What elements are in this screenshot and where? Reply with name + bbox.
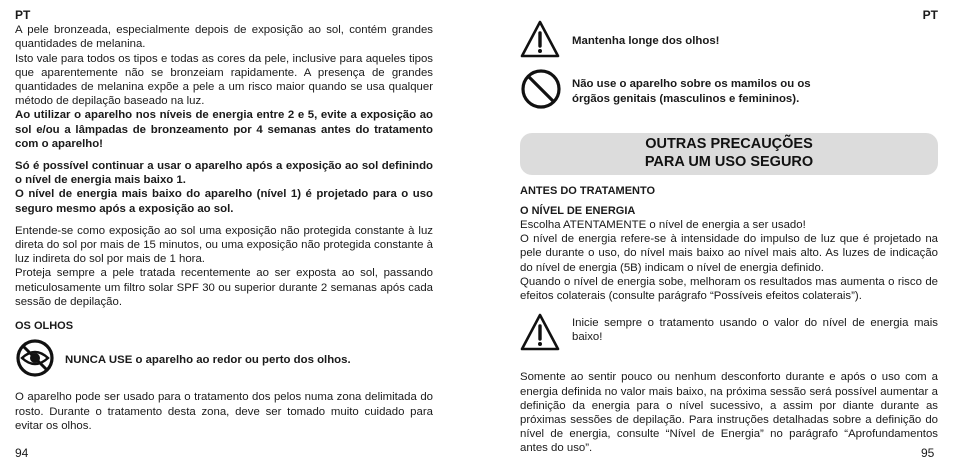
page-header-right: PT — [922, 8, 938, 22]
left-bold-paragraph-2: Só é possível continuar a usar o aparelho após a exposição ao sol definindo o nível de energia mais baixo 1. — [15, 160, 433, 187]
page-header-left: PT — [15, 8, 31, 22]
left-paragraph-2: Isto vale para todos os tipos e todas as cores da pele, inclusive para aqueles tipos que aparentemente não se bronzeiam rapidamente. A presença de grandes quantidades de melanina expõe a pele a um risco maior quando se usa qualquer método de depilação baseado na luz. — [15, 52, 433, 108]
left-page — [15, 8, 433, 433]
right-page — [520, 8, 938, 456]
section-title-energy-level: O NÍVEL DE ENERGIA — [520, 204, 636, 217]
warning-triangle-icon — [520, 312, 560, 356]
no-eye-icon — [15, 338, 57, 382]
eyes-section-title: OS OLHOS — [15, 320, 74, 333]
left-bold-paragraph-1: Ao utilizar o aparelho nos níveis de energia entre 2 e 5, evite a exposição ao sol e/ou a lâmpadas de bronzeamento por 4 semanas antes do tratamento com o aparelho! — [15, 109, 433, 150]
warning-triangle-icon — [520, 19, 560, 63]
eyes-warning-text: NUNCA USE o aparelho ao redor ou perto dos olhos. — [65, 354, 351, 367]
banner-title-line-1: OUTRAS PRECAUÇÕES — [645, 135, 813, 152]
warning-row-3 — [520, 312, 938, 356]
warning-row-1 — [520, 19, 938, 63]
banner-title-line-2: PARA UM USO SEGURO — [644, 153, 814, 170]
page-number-left: 94 — [15, 446, 29, 460]
left-paragraph-1: A pele bronzeada, especialmente depois de exposição ao sol, contém grandes quantidades de melanina. — [15, 24, 433, 51]
right-paragraph-1: Escolha ATENTAMENTE o nível de energia a ser usado! — [520, 219, 806, 232]
left-paragraph-3: Entende-se como exposição ao sol uma exposição não protegida constante à luz direta do sol por mais de 15 minutos, ou uma exposição não protegida constante à luz indireta do sol por mais de 1 hora. — [15, 224, 433, 266]
right-paragraph-4: Somente ao sentir pouco ou nenhum desconforto durante e após o uso com a energia definida no valor mais baixo, na próxima sessão será possível aumentar a definição da energia para o nível sucessivo, a assim por diante durante as próximas sessões de depilação. Para instruções detalhadas sobre a definição do nível de energia, consulte “Nível de Energia” no parágrafo “Aprofundamentos antes do uso”. — [520, 371, 938, 455]
section-banner — [520, 133, 938, 175]
left-paragraph-5: O aparelho pode ser usado para o tratamento dos pelos numa zona delimitada do rosto. Durante o tratamento desta zona, deve ser tomado muito cuidado para evitar os olhos. — [15, 391, 433, 432]
right-paragraph-2: O nível de energia refere-se à intensidade do impulso de luz que é projetado na pele durante o uso, do nível mais baixo ao nível mais alto. As luzes de indicação do nível de energia (5B) indicam o nível de energia definido. — [520, 233, 938, 274]
warning-text-1: Mantenha longe dos olhos! — [572, 35, 720, 48]
warning-text-3: Inicie sempre o tratamento usando o valor do nível de energia mais baixo! — [572, 317, 938, 344]
left-bold-paragraph-3: O nível de energia mais baixo do aparelho (nível 1) é projetado para o uso seguro mesmo após a exposição ao sol. — [15, 188, 433, 215]
warning-row-2 — [520, 68, 938, 114]
left-paragraph-4: Proteja sempre a pele tratada recentemente ao ser exposta ao sol, passando meticulosamente um filtro solar SPF 30 ou superior durante 2 semanas após cada sessão de depilação. — [15, 267, 433, 308]
right-paragraph-3: Quando o nível de energia sobe, melhoram os resultados mas aumenta o risco de efeitos colaterais (consulte parágrafo “Possíveis efeitos colaterais”). — [520, 275, 938, 303]
prohibition-icon — [520, 68, 562, 114]
section-title-before-treatment: ANTES DO TRATAMENTO — [520, 184, 656, 197]
eyes-warning-row — [15, 338, 433, 382]
page-number-right: 95 — [921, 446, 935, 460]
warning-text-2: Não use o aparelho sobre os mamilos ou os órgãos genitais (masculinos e femininos). — [572, 78, 811, 105]
